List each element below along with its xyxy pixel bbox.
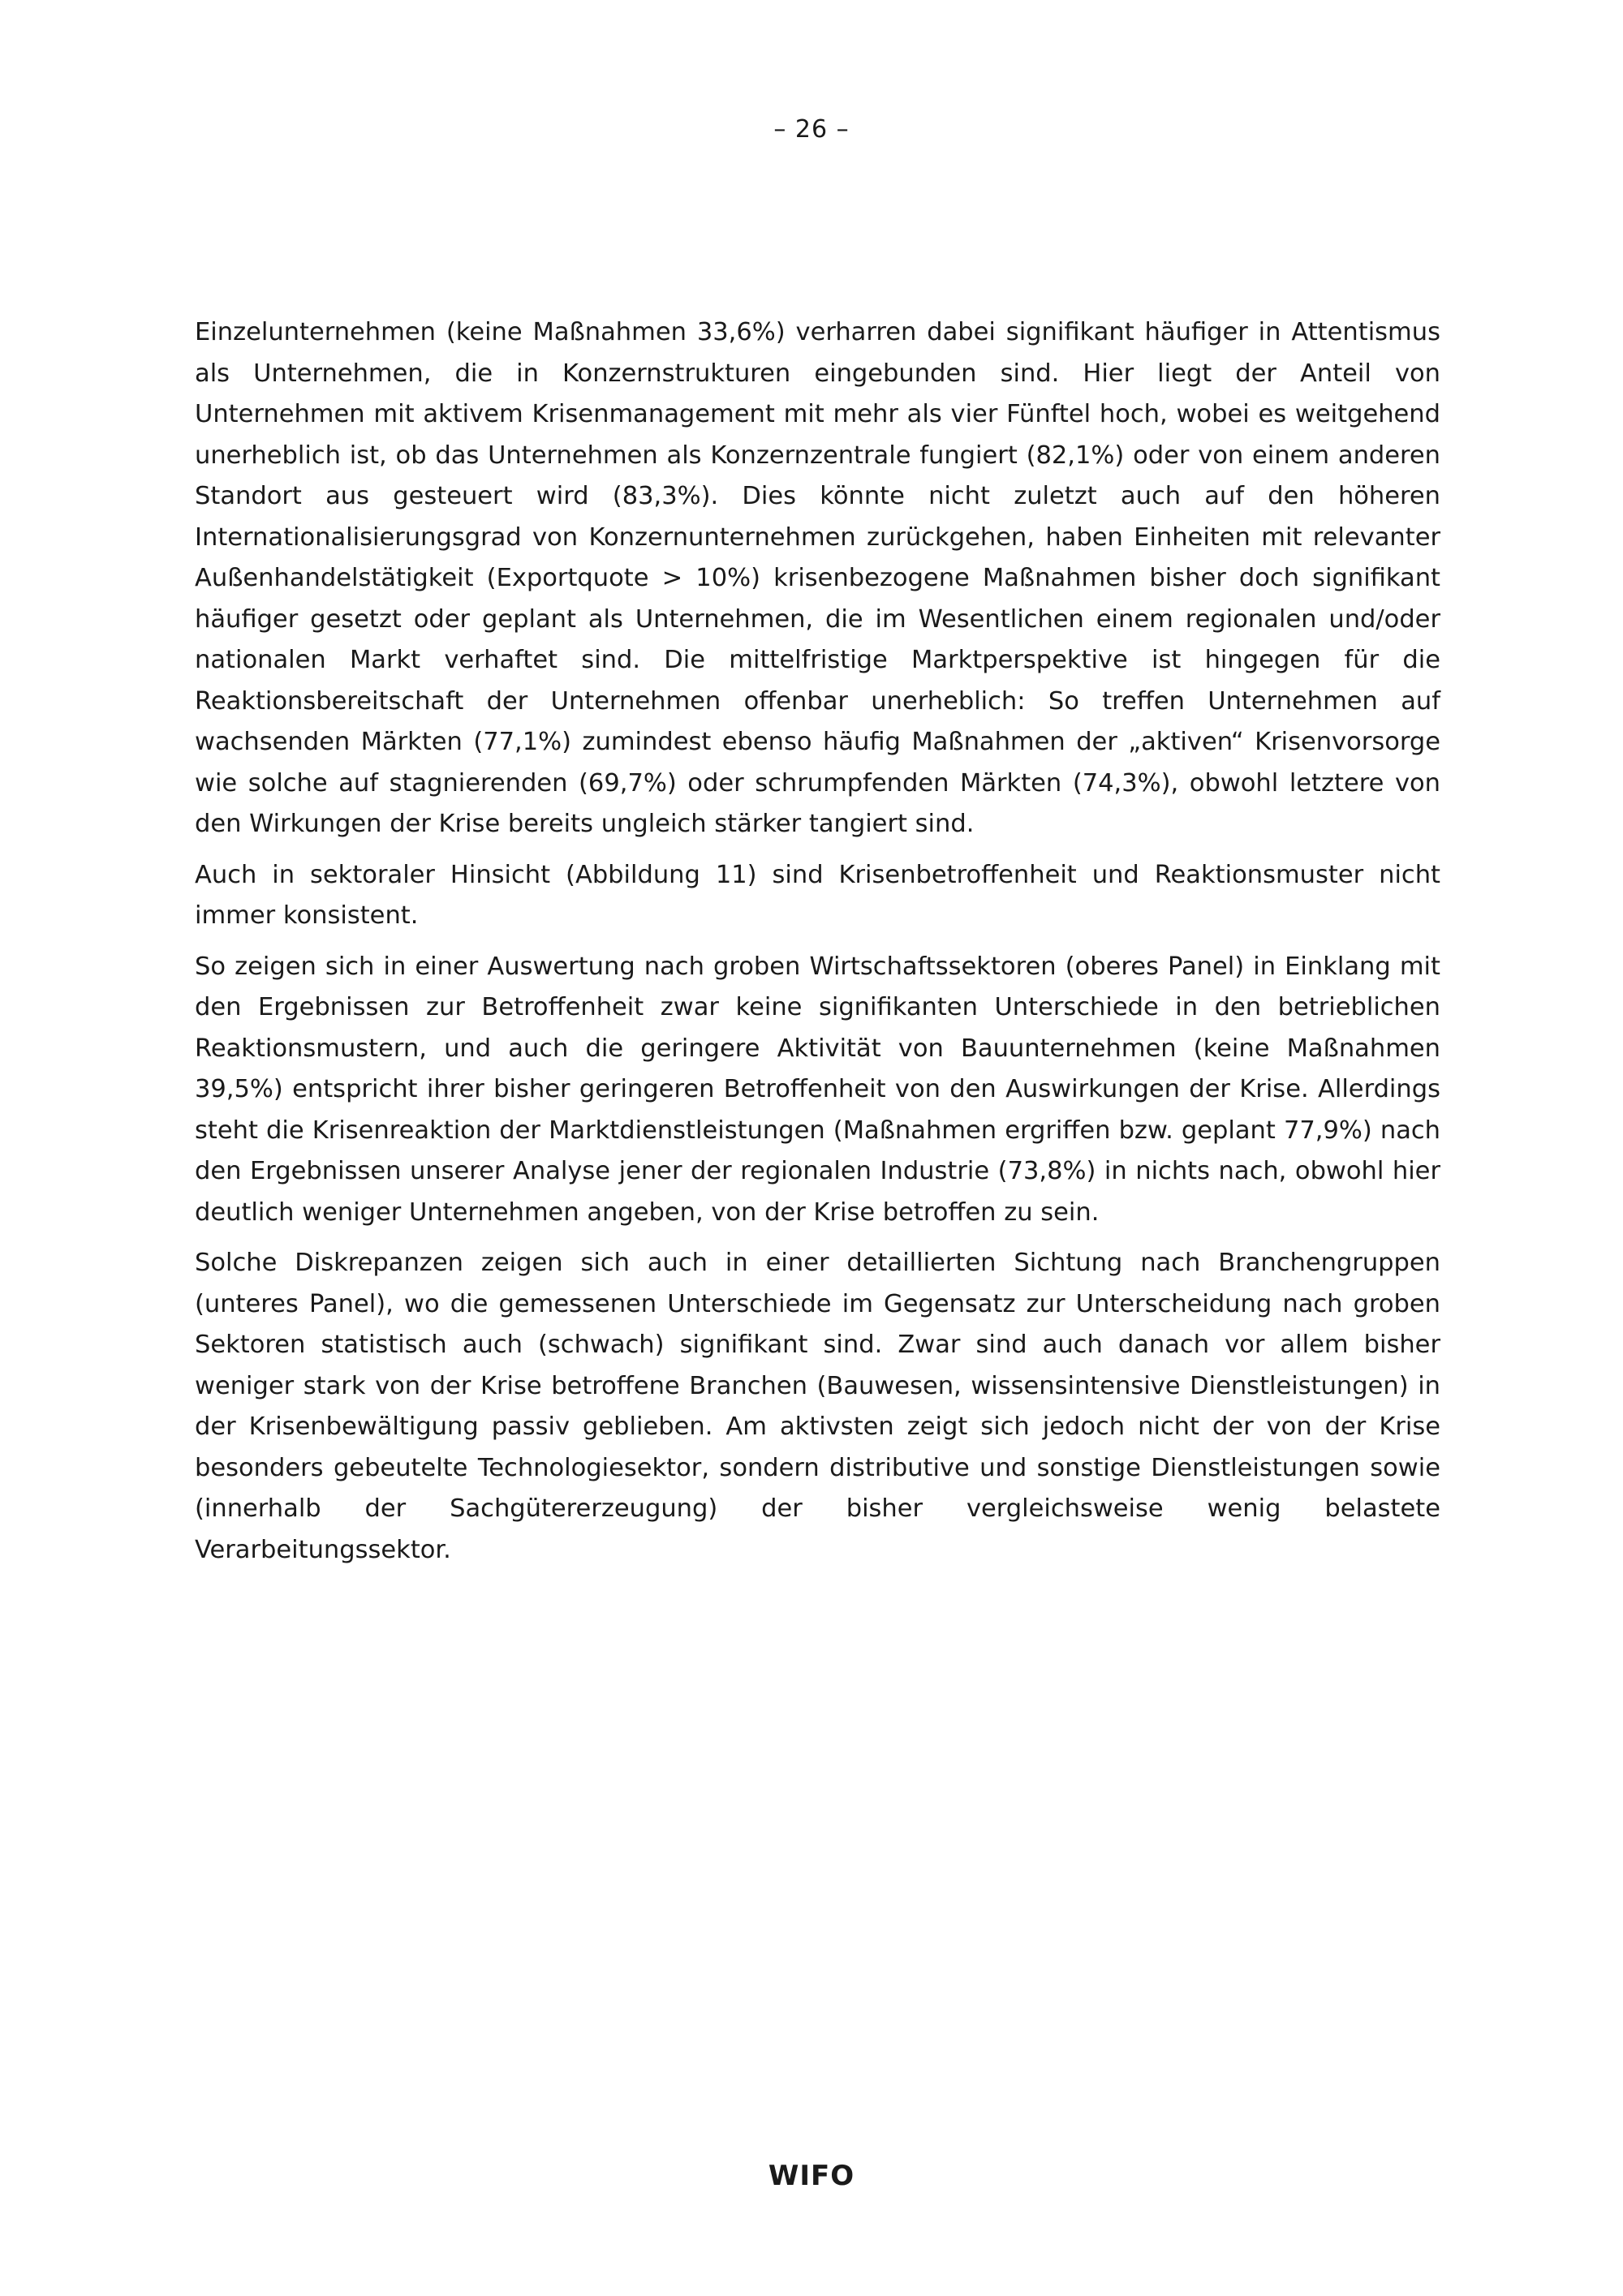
paragraph: Solche Diskrepanzen zeigen sich auch in einer detaillierten Sichtung nach Branchengruppen (unteres Panel), wo die gemessenen Unterschiede im Gegensatz zur Unterscheidung nach groben Sektoren statistisch auch (schwach) signifikant sind. Zwar sind auch danach vor allem bisher weniger stark von der Krise betroffene Branchen (Bauwesen, wissensintensive Dienstleistungen) in der Krisenbewältigung passiv geblieben. Am aktivsten zeigt sich jedoch nicht der von der Krise besonders gebeutelte Technologiesektor, sondern distributive und sonstige Dienstleistungen sowie (innerhalb der Sachgütererzeugung) der bisher vergleichsweise wenig belastete Verarbeitungssektor. [195, 1249, 1440, 1564]
paragraph: Auch in sektoraler Hinsicht (Abbildung 11) sind Krisenbetroffenheit und Reaktionsmuster nicht immer konsistent. [195, 860, 1440, 930]
paragraph: So zeigen sich in einer Auswertung nach groben Wirtschaftssektoren (oberes Panel) in Einklang mit den Ergebnissen zur Betroffenheit zwar keine signifikanten Unterschiede in den betrieblichen Reaktionsmustern, und auch die geringere Aktivität von Bauunternehmen (keine Maßnahmen 39,5%) entspricht ihrer bisher geringeren Betroffenheit von den Auswirkungen der Krise. Allerdings steht die Krisenreaktion der Marktdienstleistungen (Maßnahmen ergriffen bzw. geplant 77,9%) nach den Ergebnissen unserer Analyse jener der regionalen Industrie (73,8%) in nichts nach, obwohl hier deutlich weniger Unternehmen angeben, von der Krise betroffen zu sein. [195, 952, 1440, 1227]
page-number: – 26 – [773, 115, 850, 144]
paragraph: Einzelunternehmen (keine Maßnahmen 33,6%) verharren dabei signifikant häufiger in Attentismus als Unternehmen, die in Konzernstrukturen eingebunden sind. Hier liegt der Anteil von Unternehmen mit aktivem Krisenmanagement mit mehr als vier Fünftel hoch, wobei es weitgehend unerheblich ist, ob das Unternehmen als Konzernzentrale fungiert (82,1%) oder von einem anderen Standort aus gesteuert wird (83,3%). Dies könnte nicht zuletzt auch auf den höheren Internationalisierungsgrad von Konzernunternehmen zurückgehen, haben Einheiten mit relevanter Außenhandelstätigkeit (Exportquote > 10%) krisenbezogene Maßnahmen bisher doch signifikant häufiger gesetzt oder geplant als Unternehmen, die im Wesentlichen einem regionalen und/oder nationalen Markt verhaftet sind. Die mittelfristige Marktperspektive ist hingegen für die Reaktionsbereitschaft der Unternehmen offenbar unerheblich: So treffen Unternehmen auf wachsenden Märkten (77,1%) zumindest ebenso häufig Maßnahmen der „aktiven“ Krisenvorsorge wie solche auf stagnierenden (69,7%) oder schrumpfenden Märkten (74,3%), obwohl letztere von den Wirkungen der Krise bereits ungleich stärker tangiert sind. [195, 318, 1440, 838]
body-text [195, 312, 1440, 1580]
wifo-logo: WIFO [768, 2160, 855, 2192]
